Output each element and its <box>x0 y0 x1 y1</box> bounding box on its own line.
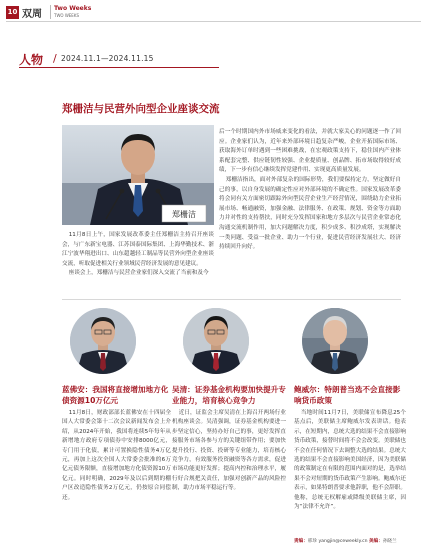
article-paragraph: 后一个时期国内外市场威来变化的看法，并就大家关心的问题逐一作了回应。企业家们认为，近年来外部环境日趋复杂严峻，企业开拓国际市场、获取海外订单时遇到一些困难挑战，在宏观政策支持下，稳住国内产业体系配套完整、供应链韧性较强、企业提质量、创品牌、拓市场取得较好成绩，下一步有信心继续发挥党建作用、实现更高质量发展。 <box>219 129 401 174</box>
article-paragraph: 郑栅洁指出，面对外部复杂的国际形势，我们要保持定力，坚定做好自己的事，以自身发展的确定性应对外部环境的不确定性。国家发展改革委将会同有关方面密切跟踪外向型民营企业生产经营情况，围绕助力企业拓展市场、畅通融资，加强金融、法律服务、在政策、规划、资金等方面助力并对性的支持帮扶，同时充分发挥国家和地方多层次与民营企业常态化沟通交流机制作用，加大问题解决力度，积少成多、积沙成塔，实现解决一类问题、受益一批企业、助力一个行业，促进民营经济发展壮大、经济持续回升向好。 <box>219 176 401 251</box>
designer-name: 孙晓兰 <box>382 539 397 544</box>
designer-label: 美编： <box>369 539 383 544</box>
nameplate-text: 郑栅洁 <box>172 210 196 219</box>
editor-credit <box>294 538 397 544</box>
header-rule <box>6 21 421 22</box>
article-paragraph: 11月8日上午，国家发展改革委主任郑栅洁主持召开座谈会，与广东新宝电器、江苏国泰国际集团、上海华勤技术、浙江宁波华翔进出口、山东超越轻工制品等民营外向型企业座谈交流，听取促进相关行业领域民营经济发展的意见建议。 <box>62 232 214 267</box>
profile-paragraph: 当地时间11月7日，美联储宣布降息25个基点后，美联储主席鲍威尔发表讲话。他表示，在短期内，总统大选的结果不会直接影响货币政策，接替时间将不会会改变。美联储也不会在任何情况下去调整大选的结果。总统大选的结果不会直接影响美国经济，因为美联储的政策制定在有限的范围内面对的是，选举结果不会对短期的货币政策产生影响。鲍威尔还表示，如果特朗普要求他辞职，他不会辞职。他称，总统无权解雇或降级美联储主席，因为“法律不允许”。 <box>294 410 406 511</box>
profile-body-wu-qing <box>172 409 286 494</box>
main-article-left-column <box>62 231 214 279</box>
portrait-wu-qing <box>183 308 249 374</box>
profile-headline-wu-qing: 吴清：证券基金机构要加快提升专业能力，培育核心竞争力 <box>172 385 286 405</box>
editor-email: yangjin@ceweekly.cn <box>318 539 368 544</box>
section-banner <box>19 50 219 68</box>
profile-paragraph: 近日，证监会主席吴清在上海召开两场行业机构座谈会。吴清强调，证券基金机构要进一步坚定信心，坚持办好自己的事，更好发挥直接服务市场各参与方的关键组带作用；要加快提升投行、投资、投研等专业能力，培育核心竞争力，有效服务投资融资等各方需求，促进市场功能更好发挥；提高内控和治理水平，履行好合规把关责任，加强对创新产品的风险控制，助力市场平稳运行等。 <box>172 410 286 492</box>
portrait-illustration <box>302 308 368 374</box>
date-range: 2024.11.1—2024.11.15 <box>61 54 154 63</box>
magazine-name: 双周 <box>22 9 42 20</box>
profile-headline-lan-fo-an: 蓝佛安：我国将直接增加地方化债资源10万亿元 <box>62 385 169 405</box>
main-article-right-column <box>219 128 401 253</box>
main-photo <box>62 125 214 225</box>
magazine-subtitle <box>50 5 91 19</box>
portrait-powell <box>302 308 368 374</box>
page-number: 10 <box>6 6 19 19</box>
profile-body-lan-fo-an <box>62 409 171 503</box>
portrait-illustration <box>183 308 249 374</box>
main-headline: 郑栅洁与民营外向型企业座谈交流 <box>62 103 220 115</box>
profile-headline-powell: 鲍威尔：特朗普当选不会直接影响货币政策 <box>294 385 401 405</box>
magazine-subtitle-text: Two Weeks <box>54 5 92 12</box>
main-photo-illustration <box>62 125 214 225</box>
portrait-illustration <box>70 308 136 374</box>
editor-label: 责编： <box>294 539 308 544</box>
editor-name: 邢珍 <box>307 539 317 544</box>
article-paragraph: 座谈会上，郑栅洁与民营企业家们深入交流了当前和及今 <box>68 270 209 277</box>
profile-body-powell <box>294 409 406 512</box>
banner-slash-decoration: / <box>53 52 57 65</box>
magazine-subtitle-en: TWO WEEKS <box>54 13 79 18</box>
section-tag: 人物 <box>19 53 44 67</box>
profile-paragraph: 11月8日，财政部部长蓝佛安在十四届全国人大常委会第十二次会议新闻发布会上介绍，从2024年开始，我国将连续5年每年从新增地方政府专项债券中安排8000亿元，专门用于化债，累计可置换隐性债务4万亿元，再加上这次全国人大常委会批准的6万亿元债务限额，直接增加地方化债资源10万亿元。同时明确，2029年及以后到期的棚户区改造隐性债务2万亿元，仍按原合同偿还。 <box>62 410 171 501</box>
section-divider <box>62 299 401 300</box>
portrait-lan-fo-an <box>70 308 136 374</box>
